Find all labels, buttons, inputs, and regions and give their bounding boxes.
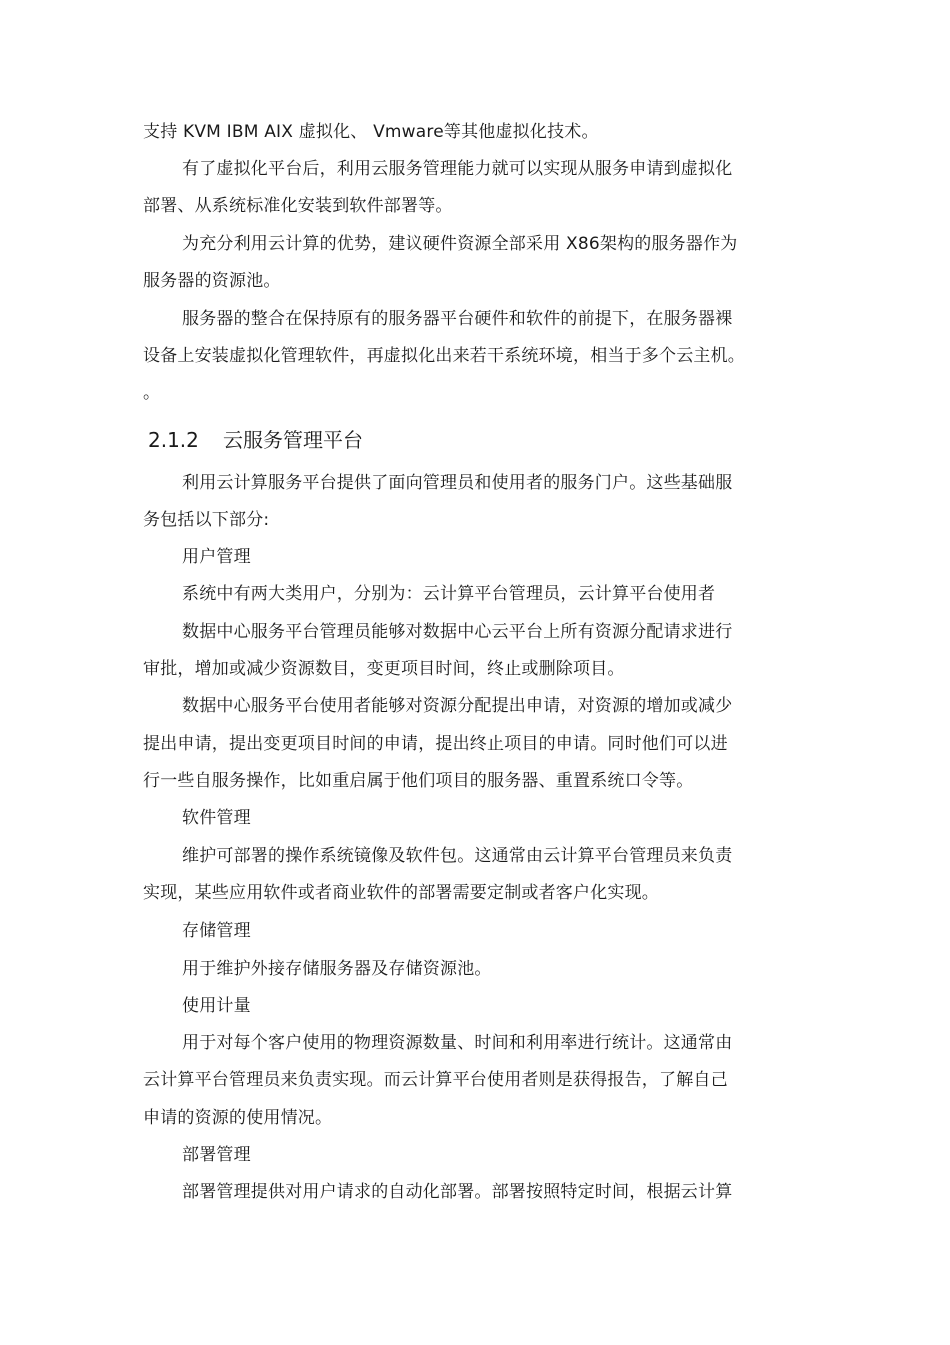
section-title: 云服务管理平台 bbox=[223, 428, 363, 452]
paragraph-virtualization-support-line: 支持 KVM IBM AIX 虚拟化、 Vmware等其他虚拟化技术。 bbox=[143, 122, 599, 142]
paragraph-user-line-1: 数据中心服务平台使用者能够对资源分配提出申请，对资源的增加或减少 bbox=[182, 696, 733, 716]
paragraph-metering-line-3: 申请的资源的使用情况。 bbox=[143, 1108, 333, 1128]
paragraph-hardware-line-1: 为充分利用云计算的优势，建议硬件资源全部采用 X86架构的服务器作为 bbox=[182, 234, 738, 254]
paragraph-admin-line-1: 数据中心服务平台管理员能够对数据中心云平台上所有资源分配请求进行 bbox=[182, 622, 733, 642]
paragraph-server-integration-line-1: 服务器的整合在保持原有的服务器平台硬件和软件的前提下，在服务器裸 bbox=[182, 309, 733, 329]
section-heading bbox=[148, 427, 363, 453]
subheading-deployment-management: 部署管理 bbox=[182, 1145, 251, 1165]
paragraph-storage: 用于维护外接存储服务器及存储资源池。 bbox=[182, 959, 492, 979]
subheading-software-management: 软件管理 bbox=[182, 808, 251, 828]
paragraph-deployment-line-1: 部署管理提供对用户请求的自动化部署。部署按照特定时间，根据云计算 bbox=[182, 1182, 733, 1202]
paragraph-software-line-2: 实现，某些应用软件或者商业软件的部署需要定制或者客户化实现。 bbox=[143, 883, 659, 903]
subheading-user-management: 用户管理 bbox=[182, 547, 251, 567]
paragraph-user-types: 系统中有两大类用户，分别为：云计算平台管理员，云计算平台使用者 bbox=[182, 584, 716, 604]
paragraph-server-integration-line-3: 。 bbox=[143, 383, 161, 403]
paragraph-metering-line-2: 云计算平台管理员来负责实现。而云计算平台使用者则是获得报告，了解自己 bbox=[143, 1070, 728, 1090]
subheading-usage-metering: 使用计量 bbox=[182, 996, 251, 1016]
paragraph-user-line-2: 提出申请，提出变更项目时间的申请，提出终止项目的申请。同时他们可以进 bbox=[143, 734, 728, 754]
paragraph-platform-line-2: 部署、从系统标准化安装到软件部署等。 bbox=[143, 196, 453, 216]
subheading-storage-management: 存储管理 bbox=[182, 921, 251, 941]
paragraph-metering-line-1: 用于对每个客户使用的物理资源数量、时间和利用率进行统计。这通常由 bbox=[182, 1033, 733, 1053]
paragraph-user-line-3: 行一些自服务操作，比如重启属于他们项目的服务器、重置系统口令等。 bbox=[143, 771, 694, 791]
paragraph-admin-line-2: 审批，增加或减少资源数目，变更项目时间，终止或删除项目。 bbox=[143, 659, 625, 679]
paragraph-portal-line-2: 务包括以下部分: bbox=[143, 510, 270, 530]
paragraph-software-line-1: 维护可部署的操作系统镜像及软件包。这通常由云计算平台管理员来负责 bbox=[182, 846, 733, 866]
paragraph-hardware-line-2: 服务器的资源池。 bbox=[143, 271, 281, 291]
section-number: 2.1.2 bbox=[148, 428, 199, 452]
paragraph-portal-line-1: 利用云计算服务平台提供了面向管理员和使用者的服务门户。这些基础服 bbox=[182, 473, 733, 493]
paragraph-server-integration-line-2: 设备上安装虚拟化管理软件，再虚拟化出来若干系统环境，相当于多个云主机。 bbox=[143, 346, 745, 366]
paragraph-platform-line-1: 有了虚拟化平台后，利用云服务管理能力就可以实现从服务申请到虚拟化 bbox=[182, 159, 733, 179]
